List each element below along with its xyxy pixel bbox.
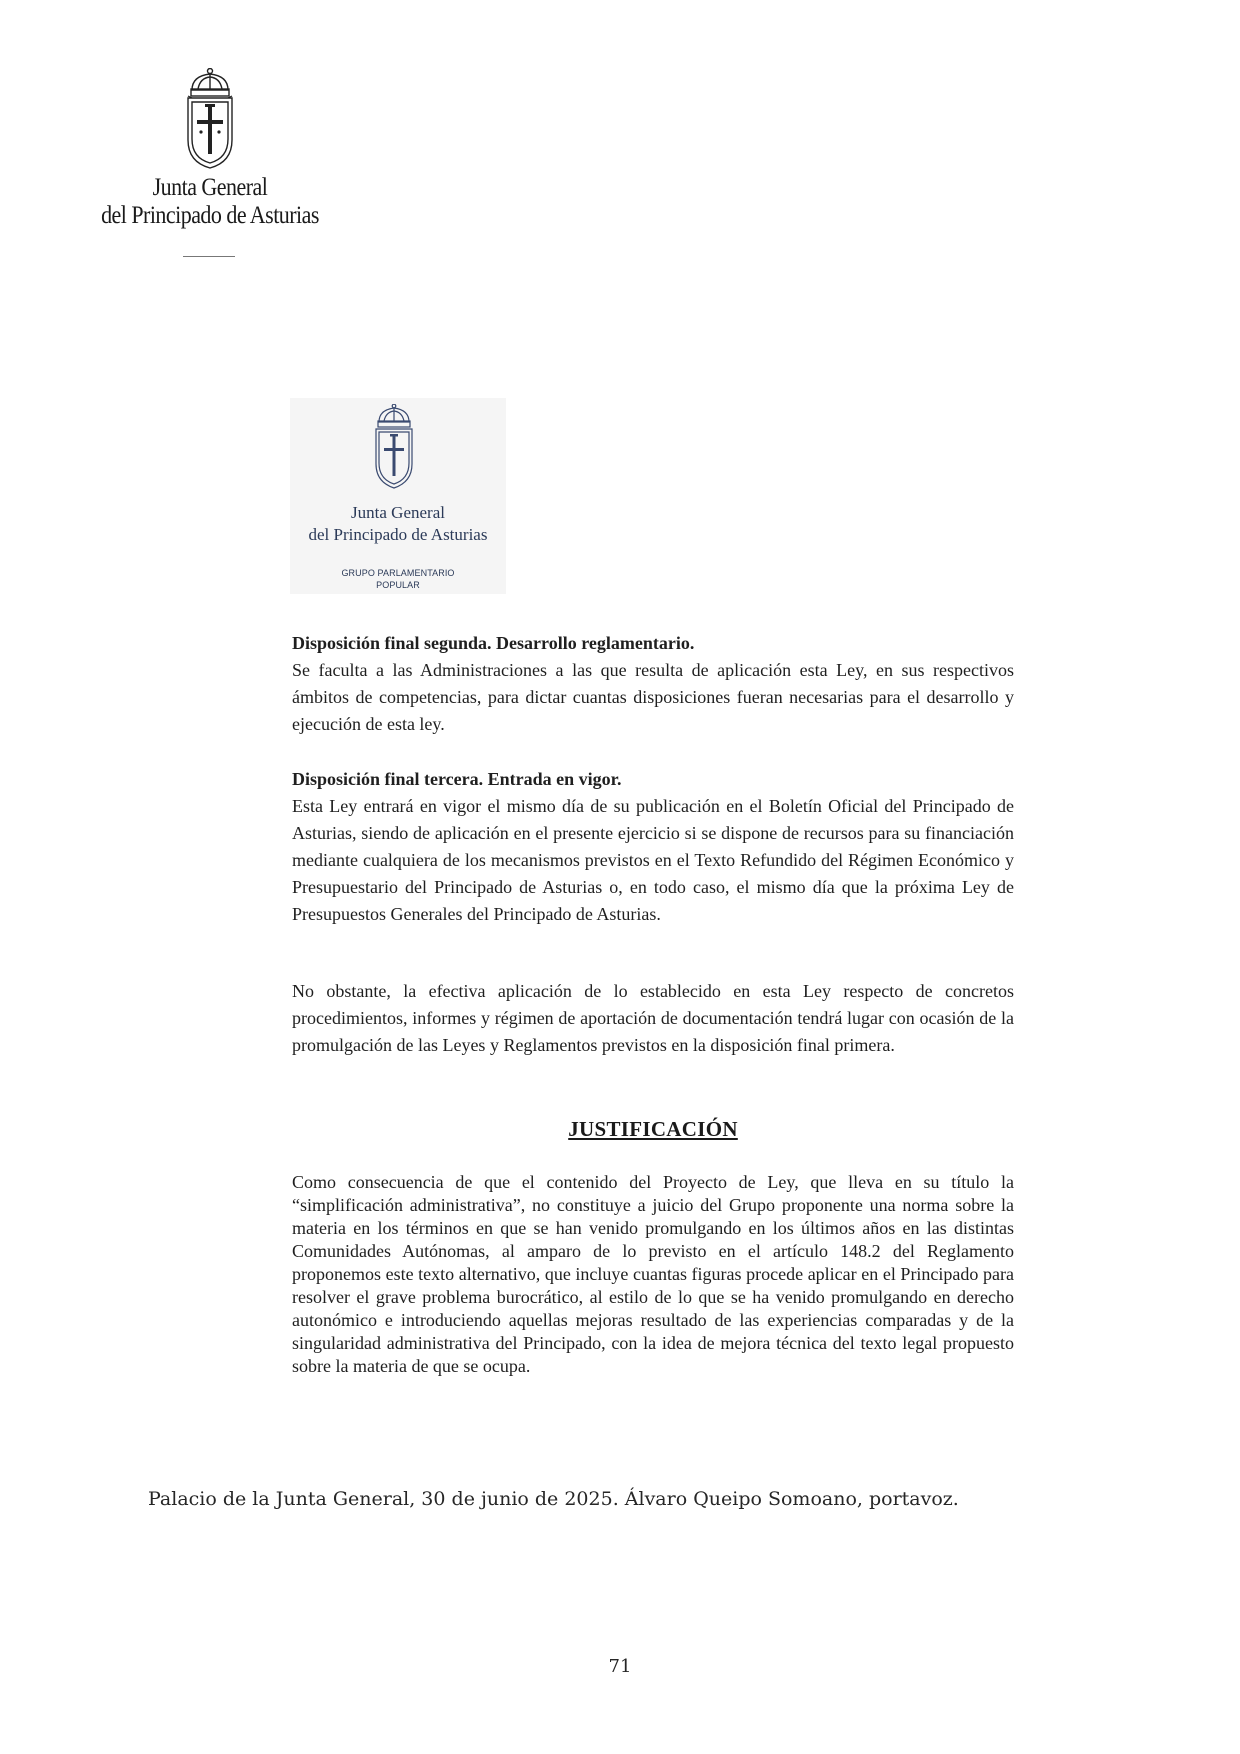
coat-of-arms-icon (178, 68, 242, 170)
group-logo-caption-line1: GRUPO PARLAMENTARIO (341, 568, 455, 578)
institution-name (78, 174, 342, 230)
group-logo-caption (290, 567, 506, 591)
institution-name-line1: Junta General (152, 174, 268, 201)
section-final-third-paragraph-2 (292, 978, 1014, 1059)
section-heading: Disposición final tercera. Entrada en vigor. (292, 769, 622, 789)
group-logo-line1: Junta General (351, 503, 445, 522)
section-paragraph: No obstante, la efectiva aplicación de lo establecido en esta Ley respecto de concretos procedimientos, informes y régimen de aportación de documentación tendrá lugar con ocasión de la promulgación de las Leyes y Reglamentos previstos en la disposición final primera. (292, 981, 1014, 1055)
institution-name-line2: del Principado de Asturias (101, 202, 319, 229)
justification-title: JUSTIFICACIÓN (568, 1117, 738, 1141)
section-paragraph: Se faculta a las Administraciones a las que resulta de aplicación esta Ley, en sus respectivos ámbitos de competencias, para dictar cuantas disposiciones fueran necesarias para el desarrollo y ejecución de esta ley. (292, 660, 1014, 734)
header-divider (183, 256, 235, 257)
group-logo-line2: del Principado de Asturias (308, 525, 488, 544)
section-final-second (292, 630, 1014, 738)
group-logo-caption-line2: POPULAR (376, 580, 420, 590)
section-final-third (292, 766, 1014, 928)
coat-of-arms-icon (370, 404, 418, 490)
justification-text: Como consecuencia de que el contenido del Proyecto de Ley, que lleva en su título la “simplificación administrativa”, no constituye a juicio del Grupo proponente una norma sobre la materia en los términos en que se han venido promulgando en los últimos años en las distintas Comunidades Autónomas, al amparo de lo previsto en el artículo 148.2 del Reglamento proponemos este texto alternativo, que incluye cuantas figuras procede aplicar en el Principado para resolver el grave problema burocrático, al estilo de lo que se ha venido promulgando en derecho autonómico e introduciendo aquellas mejoras resultado de las experiencias comparadas y de la singularidad administrativa del Principado, con la idea de mejora técnica del texto legal propuesto sobre la materia de que se ocupa. (292, 1172, 1014, 1376)
group-logo-institution (290, 502, 506, 546)
section-heading: Disposición final segunda. Desarrollo reglamentario. (292, 633, 695, 653)
signature-line: Palacio de la Junta General, 30 de junio de 2025. Álvaro Queipo Somoano, portavoz. (148, 1488, 959, 1510)
page-number: 71 (608, 1656, 632, 1677)
section-paragraph: Esta Ley entrará en vigor el mismo día de su publicación en el Boletín Oficial del Principado de Asturias, siendo de aplicación en el presente ejercicio si se dispone de recursos para su financiación mediante cualquiera de los mecanismos previstos en el Texto Refundido del Régimen Económico y Presupuestario del Principado de Asturias o, en todo caso, el mismo día que la próxima Ley de Presupuestos Generales del Principado de Asturias. (292, 796, 1014, 924)
